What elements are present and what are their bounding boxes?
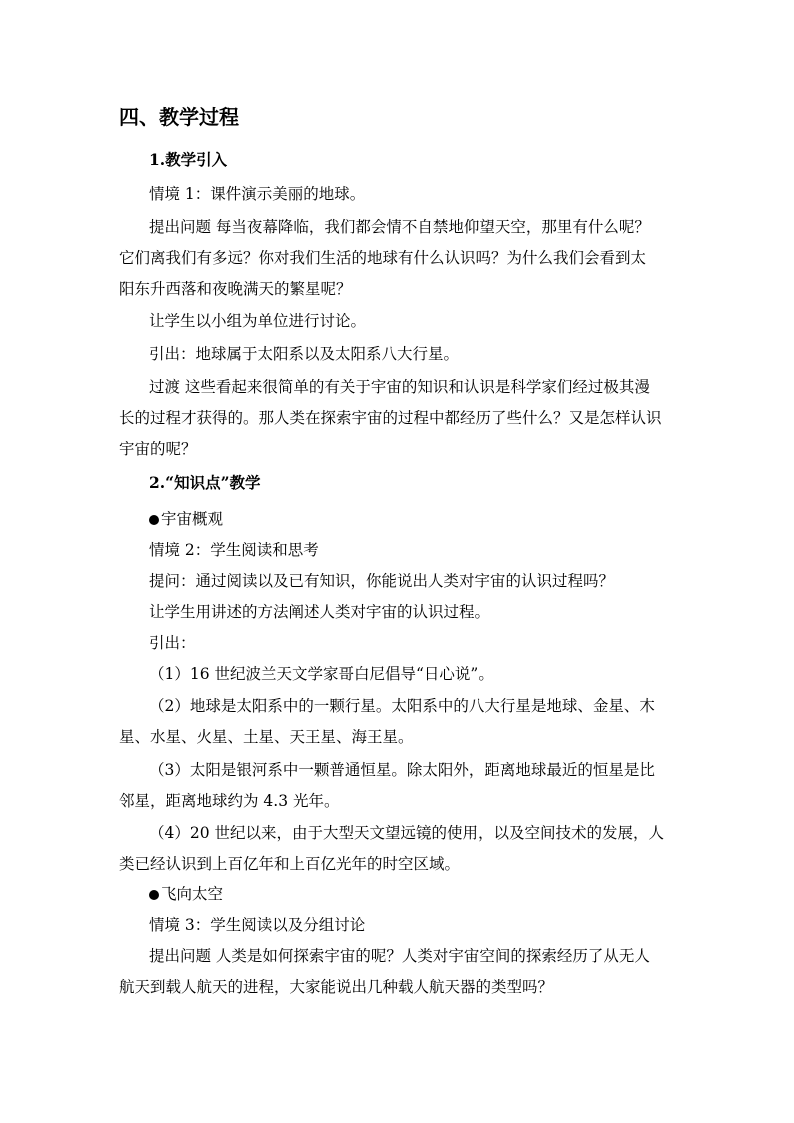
- list-item: 星、水星、火星、土星、天王星、海王星。: [119, 728, 414, 746]
- bullet-label: 宇宙概观: [161, 510, 224, 528]
- paragraph: 提出问题 每当夜幕降临，我们都会情不自禁地仰望天空，那里有什么呢？: [149, 218, 650, 236]
- list-item: （1）16 世纪波兰天文学家哥白尼倡导“日心说”。: [149, 665, 494, 683]
- paragraph: 引出：地球属于太阳系以及太阳系八大行星。: [149, 345, 460, 363]
- subsection-title-knowledge: 2.“知识点”教学: [149, 473, 261, 492]
- paragraph: 长的过程才获得的。那人类在探索宇宙的过程中都经历了些什么？又是怎样认识: [119, 409, 662, 427]
- bullet-dot-icon: [149, 515, 159, 525]
- paragraph: 它们离我们有多远？你对我们生活的地球有什么认识吗？为什么我们会看到太: [119, 249, 647, 267]
- list-item: 邻星，距离地球约为 4.3 光年。: [119, 792, 340, 810]
- paragraph: 提出问题 人类是如何探索宇宙的呢？人类对宇宙空间的探索经历了从无人: [149, 947, 650, 965]
- paragraph: 宇宙的呢？: [119, 440, 197, 458]
- list-item: 类已经认识到上百亿年和上百亿光年的时空区域。: [119, 855, 461, 873]
- bullet-label: 飞向太空: [161, 885, 224, 903]
- paragraph: 提问：通过阅读以及已有知识，你能说出人类对宇宙的认识过程吗？: [149, 572, 615, 590]
- bullet-item: [149, 509, 223, 529]
- subsection-title-intro: 1.教学引入: [149, 150, 228, 169]
- section-title: 四、教学过程: [119, 105, 239, 129]
- list-item: （2）地球是太阳系中的一颗行星。太阳系中的八大行星是地球、金星、木: [149, 697, 655, 715]
- paragraph: 让学生以小组为单位进行讨论。: [149, 312, 367, 330]
- paragraph: 航天到载人航天的进程，大家能说出几种载人航天器的类型吗？: [119, 978, 554, 996]
- paragraph: 情境 2：学生阅读和思考: [149, 541, 319, 559]
- list-item: （3）太阳是银河系中一颗普通恒星。除太阳外，距离地球最近的恒星是比: [149, 761, 655, 779]
- paragraph: 让学生用讲述的方法阐述人类对宇宙的认识过程。: [149, 603, 491, 621]
- bullet-item: [149, 884, 223, 904]
- paragraph: 过渡 这些看起来很简单的有关于宇宙的知识和认识是科学家们经过极其漫: [149, 378, 650, 396]
- paragraph: 情境 3：学生阅读以及分组讨论: [149, 916, 366, 934]
- bullet-dot-icon: [149, 890, 159, 900]
- list-item: （4）20 世纪以来，由于大型天文望远镜的使用，以及空间技术的发展，人: [149, 824, 665, 842]
- paragraph: 引出：: [149, 634, 196, 652]
- paragraph: 情境 1：课件演示美丽的地球。: [149, 185, 366, 203]
- paragraph: 阳东升西落和夜晚满天的繁星呢？: [119, 280, 352, 298]
